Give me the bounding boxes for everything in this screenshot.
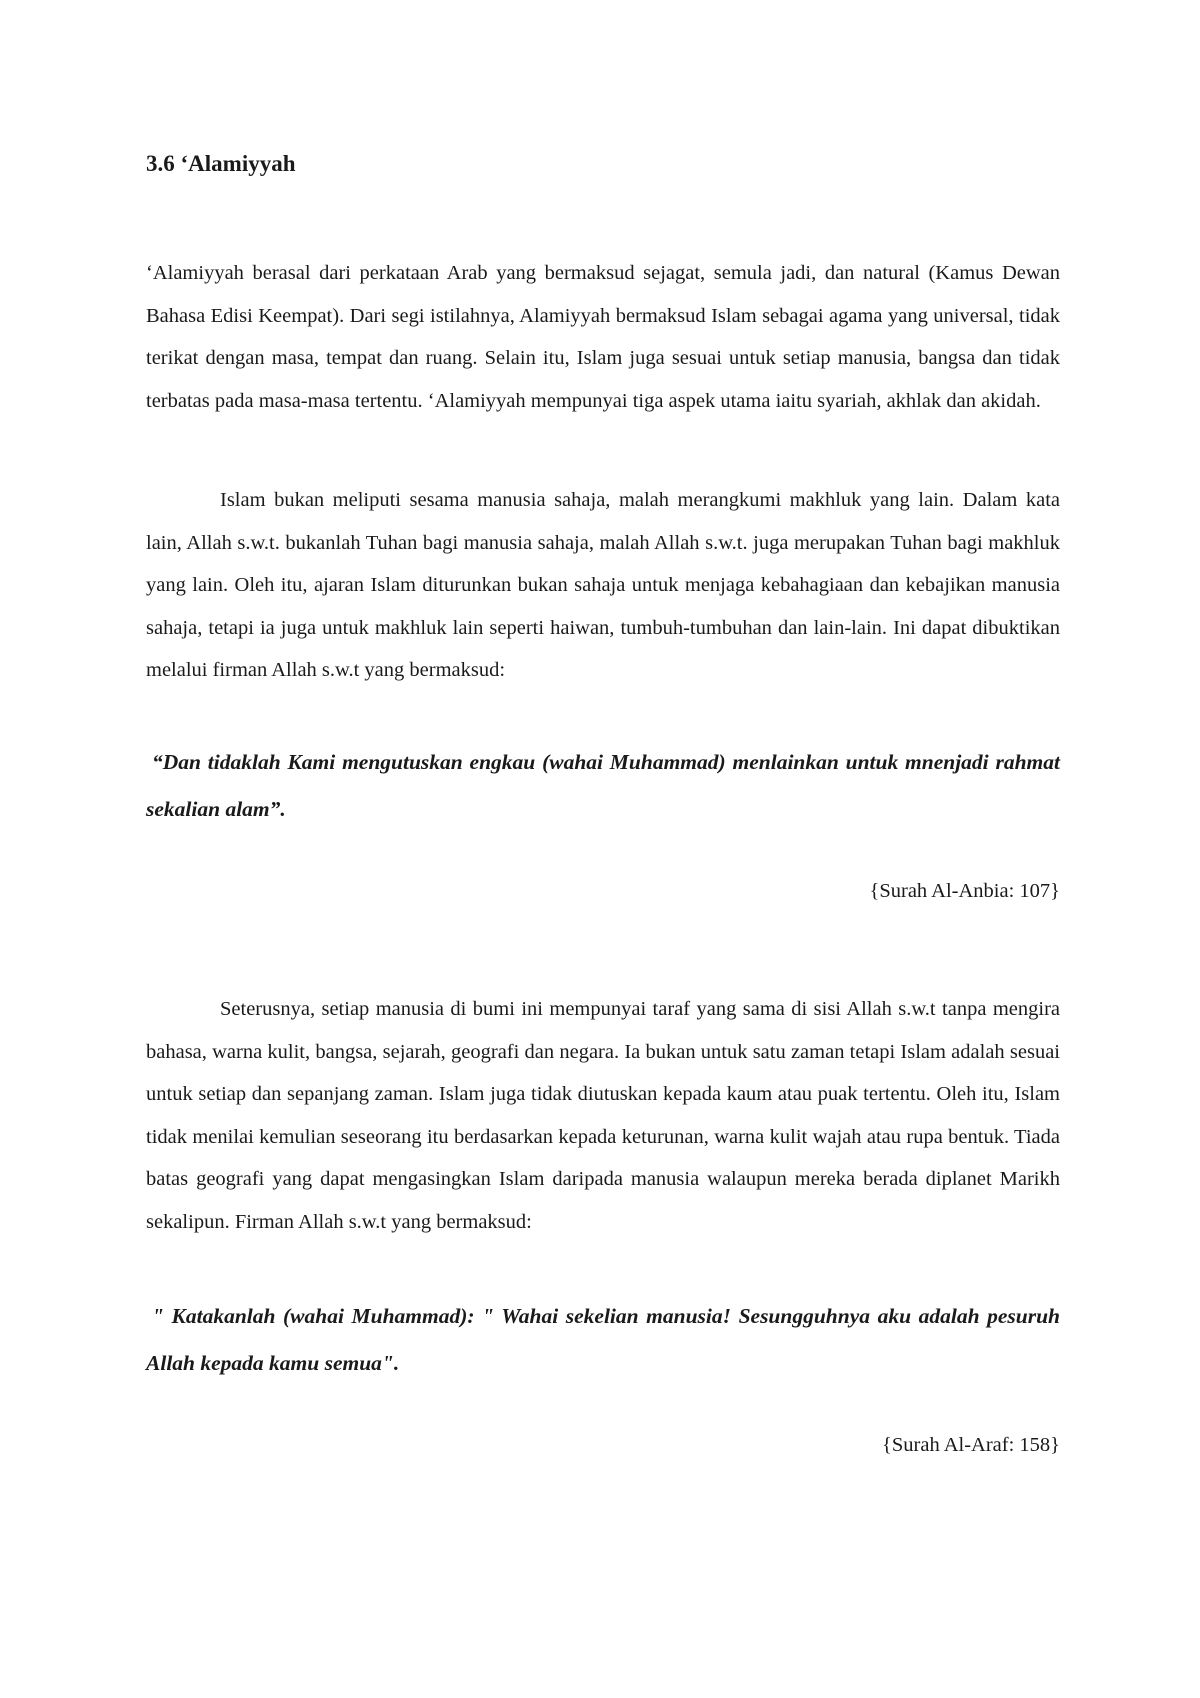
reference-araf: {Surah Al-Araf: 158} — [882, 1434, 1060, 1456]
paragraph-scope: Islam bukan meliputi sesama manusia sahaja, malah merangkumi makhluk yang lain. Dalam kata lain, Allah s.w.t. bukanlah Tuhan bagi manusia sahaja, malah Allah s.w.t. juga merupakan Tuhan bagi makhluk yang lain. Oleh itu, ajaran Islam diturunkan bukan sahaja untuk menjaga kebahagiaan dan kebajikan manusia sahaja, tetapi ia juga untuk makhluk lain seperti haiwan, tumbuh-tumbuhan dan lain-lain. Ini dapat dibuktikan melalui firman Allah s.w.t yang bermaksud: — [146, 489, 1060, 681]
quote-araf: " Katakanlah (wahai Muhammad): " Wahai sekelian manusia! Sesungguhnya aku adalah pesuruh Allah kepada kamu semua". — [146, 1304, 1060, 1375]
paragraph-equality: Seterusnya, setiap manusia di bumi ini mempunyai taraf yang sama di sisi Allah s.w.t tanpa mengira bahasa, warna kulit, bangsa, sejarah, geografi dan negara. Ia bukan untuk satu zaman tetapi Islam adalah sesuai untuk setiap dan sepanjang zaman. Islam juga tidak diutuskan kepada kaum atau puak tertentu. Oleh itu, Islam tidak menilai kemulian seseorang itu berdasarkan kepada keturunan, warna kulit wajah atau rupa bentuk. Tiada batas geografi yang dapat mengasingkan Islam daripada manusia walaupun mereka berada diplanet Marikh sekalipun. Firman Allah s.w.t yang bermaksud: — [146, 998, 1060, 1233]
section-heading: 3.6 ‘Alamiyyah — [146, 151, 296, 176]
paragraph-definition: ‘Alamiyyah berasal dari perkataan Arab yang bermaksud sejagat, semula jadi, dan natural (Kamus Dewan Bahasa Edisi Keempat). Dari segi istilahnya, Alamiyyah bermaksud Islam sebagai agama yang universal, tidak terikat dengan masa, tempat dan ruang. Selain itu, Islam juga sesuai untuk setiap manusia, bangsa dan tidak terbatas pada masa-masa tertentu. ‘Alamiyyah mempunyai tiga aspek utama iaitu syariah, akhlak dan akidah. — [146, 262, 1060, 412]
quote-anbia: “Dan tidaklah Kami mengutuskan engkau (wahai Muhammad) menlainkan untuk mnenjadi rahmat sekalian alam”. — [146, 750, 1060, 821]
reference-anbia: {Surah Al-Anbia: 107} — [869, 880, 1060, 902]
